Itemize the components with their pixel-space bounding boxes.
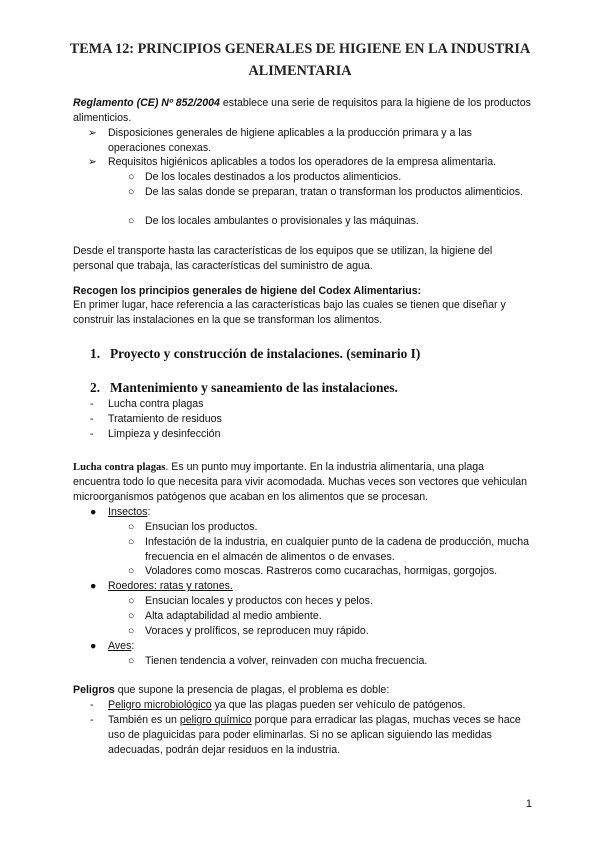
regulation-reference: Reglamento (CE) Nº 852/2004 xyxy=(73,97,220,109)
list-item: Alta adaptabilidad al medio ambiente. xyxy=(145,610,322,622)
dash-bullet-icon: - xyxy=(90,714,94,726)
dash-bullet-icon: - xyxy=(90,428,94,440)
list-item: Voladores como moscas. Rastreros como cucarachas, hormigas, gorgojos. xyxy=(145,565,498,577)
dash-bullet-icon: - xyxy=(90,413,94,425)
list-item: Peligro microbiológico ya que las plagas pueden ser vehículo de patógenos. xyxy=(108,699,466,711)
list-item: Ensucian los productos. xyxy=(145,521,258,533)
disc-bullet-icon: ● xyxy=(90,640,97,652)
list-item: Ensucian locales y productos con heces y pelos. xyxy=(145,595,373,607)
circle-bullet-icon: ○ xyxy=(128,171,135,183)
circle-bullet-icon: ○ xyxy=(128,595,135,607)
section-2-number: 2. xyxy=(90,380,101,395)
chem-danger-label: peligro químico xyxy=(179,714,252,726)
pests-heading: Lucha contra plagas xyxy=(73,462,166,473)
list-item: Tienen tendencia a volver, reinvaden con mucha frecuencia. xyxy=(145,655,428,667)
arrow-bullet-icon: ➢ xyxy=(88,127,97,139)
pests-text: . Es un punto muy importante. En la industria alimentaria, una plaga encuentra todo lo que necesita para vivir acomodada. Muchas veces son vectores que vehiculan microorganismos patógenos que acaban en los alimentos que se procesan. xyxy=(73,461,528,503)
transport-paragraph: Desde el transporte hasta las características de los equipos que se utilizan, la higiene del personal que trabaja, las características del suministro de agua. xyxy=(73,245,493,272)
circle-bullet-icon: ○ xyxy=(128,186,135,198)
arrow-bullet-icon: ➢ xyxy=(88,156,97,168)
list-item: También es un peligro químico porque para erradicar las plagas, muchas veces se hace uso de plaguicidas para poder eliminarlas. Si no se aplican siguiendo las medidas adecuadas, podrán dejar residuos en la industria. xyxy=(108,714,521,756)
circle-bullet-icon: ○ xyxy=(128,536,135,548)
birds-label: Aves: xyxy=(108,640,135,652)
micro-danger-label: Peligro microbiológico xyxy=(108,699,212,711)
section-1-number: 1. xyxy=(90,346,101,361)
list-item: Disposiciones generales de higiene aplicables a la producción primara y a las operaciones conexas. xyxy=(108,127,472,154)
circle-bullet-icon: ○ xyxy=(128,215,135,227)
dash-bullet-icon: - xyxy=(90,699,94,711)
pests-paragraph xyxy=(73,460,533,505)
list-item: Limpieza y desinfección xyxy=(108,428,221,440)
intro-text: establece una serie de requisitos para la higiene de los productos alimenticios. xyxy=(73,97,531,124)
dangers-paragraph xyxy=(73,683,533,698)
dangers-text: que supone la presencia de plagas, el problema es doble: xyxy=(114,684,390,696)
disc-bullet-icon: ● xyxy=(90,506,97,518)
circle-bullet-icon: ○ xyxy=(128,565,135,577)
list-item: De los locales destinados a los productos alimenticios. xyxy=(145,171,402,183)
list-item: Infestación de la industria, en cualquier punto de la cadena de producción, mucha frecuencia en el almacén de alimentos o de envases. xyxy=(145,536,529,563)
disc-bullet-icon: ● xyxy=(90,580,97,592)
rodents-label: Roedores: ratas y ratones. xyxy=(108,580,233,592)
circle-bullet-icon: ○ xyxy=(128,655,135,667)
circle-bullet-icon: ○ xyxy=(128,625,135,637)
dash-bullet-icon: - xyxy=(90,398,94,410)
section-1-heading: Proyecto y construcción de instalaciones. (seminario I) xyxy=(110,346,421,361)
dangers-heading: Peligros xyxy=(73,684,115,696)
codex-heading: Recogen los principios generales de higiene del Codex Alimentarius: xyxy=(73,285,422,297)
circle-bullet-icon: ○ xyxy=(128,521,135,533)
list-item: Tratamiento de residuos xyxy=(108,413,222,425)
page-title: TEMA 12: PRINCIPIOS GENERALES DE HIGIENE EN LA INDUSTRIA ALIMENTARIA xyxy=(69,41,531,79)
section-2-heading: Mantenimiento y saneamiento de las instalaciones. xyxy=(110,380,398,395)
intro-paragraph xyxy=(73,96,533,126)
insects-label: Insectos: xyxy=(108,506,151,518)
list-item: De las salas donde se preparan, tratan o transforman los productos alimenticios. xyxy=(145,186,524,198)
list-item: De los locales ambulantes o provisionales y las máquinas. xyxy=(145,215,419,227)
list-item: Requisitos higiénicos aplicables a todos los operadores de la empresa alimentaria. xyxy=(108,156,497,168)
codex-paragraph: En primer lugar, hace referencia a las características bajo las cuales se tienen que diseñar y construir las instalaciones en la que se transforman los alimentos. xyxy=(73,299,506,326)
list-item: Lucha contra plagas xyxy=(108,398,204,410)
page-number: 1 xyxy=(525,798,532,810)
circle-bullet-icon: ○ xyxy=(128,610,135,622)
list-item: Voraces y prolíficos, se reproducen muy rápido. xyxy=(145,625,369,637)
